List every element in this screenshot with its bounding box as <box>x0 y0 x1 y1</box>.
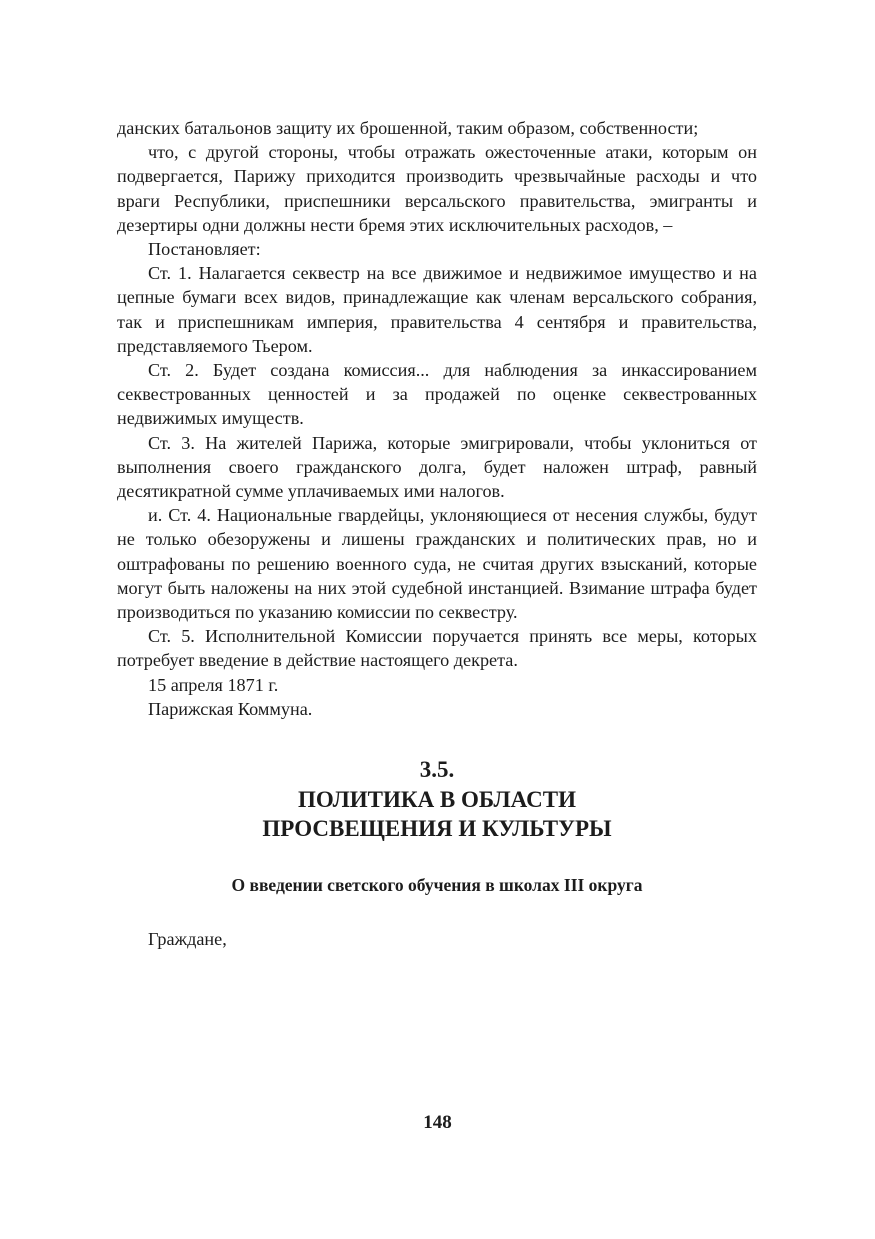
section-title-line-1: ПОЛИТИКА В ОБЛАСТИ <box>298 787 576 813</box>
page-number: 148 <box>423 1112 452 1133</box>
paragraph-property-continuation: данских батальонов защиту их брошенной, таким образом, собственности; <box>117 118 699 138</box>
article-4: и. Ст. 4. Национальные гвардейцы, уклоняющиеся от несения службы, будут не только обезоружены и лишены гражданских и политических прав, но и оштрафованы по решению военного суда, не считая других взысканий, которые могут быть наложены на них этой судебной инстанцией. Взимание штрафа будет производиться по указанию комиссии по секвестру. <box>117 505 757 623</box>
article-3: Ст. 3. На жителей Парижа, которые эмигрировали, чтобы уклониться от выполнения своего гражданского долга, будет наложен штраф, равный десятикратной сумме уплачиваемых ими налогов. <box>117 432 757 502</box>
article-1: Ст. 1. Налагается секвестр на все движимое и недвижимое имущество и на цепные бумаги всех видов, принадлежащие как членам версальского собрания, так и приспешникам империя, правительства 4 сентября и правительства, представляемого Тьером. <box>117 263 757 356</box>
section-title-line-2: ПРОСВЕЩЕНИЯ И КУЛЬТУРЫ <box>262 816 612 842</box>
article-2: Ст. 2. Будет создана комиссия... для наблюдения за инкассированием секвестрованных ценностей и за продажей по оценке секвестрованных недвижимых имуществ. <box>117 360 757 429</box>
paragraph-expenses: что, с другой стороны, чтобы отражать ожесточенные атаки, которым он подвергается, Парижу приходится производить чрезвычайные расходы и что враги Республики, приспешники версальского правительства, эмигранты и дезертиры одни должны нести бремя этих исключительных расходов, – <box>117 142 757 235</box>
document-page <box>117 116 757 951</box>
article-5: Ст. 5. Исполнительной Комиссии поручается принять все меры, которых потребует введение в действие настоящего декрета. <box>117 626 757 671</box>
paragraph-decrees: Постановляет: <box>148 239 261 260</box>
document-subheading: О введении светского обучения в школах III округа <box>231 875 643 896</box>
section-heading <box>117 755 757 843</box>
decree-signature: Парижская Коммуна. <box>148 698 313 719</box>
salutation: Граждане, <box>148 929 227 950</box>
decree-date: 15 апреля 1871 г. <box>148 674 279 695</box>
section-number: 3.5. <box>419 757 455 783</box>
